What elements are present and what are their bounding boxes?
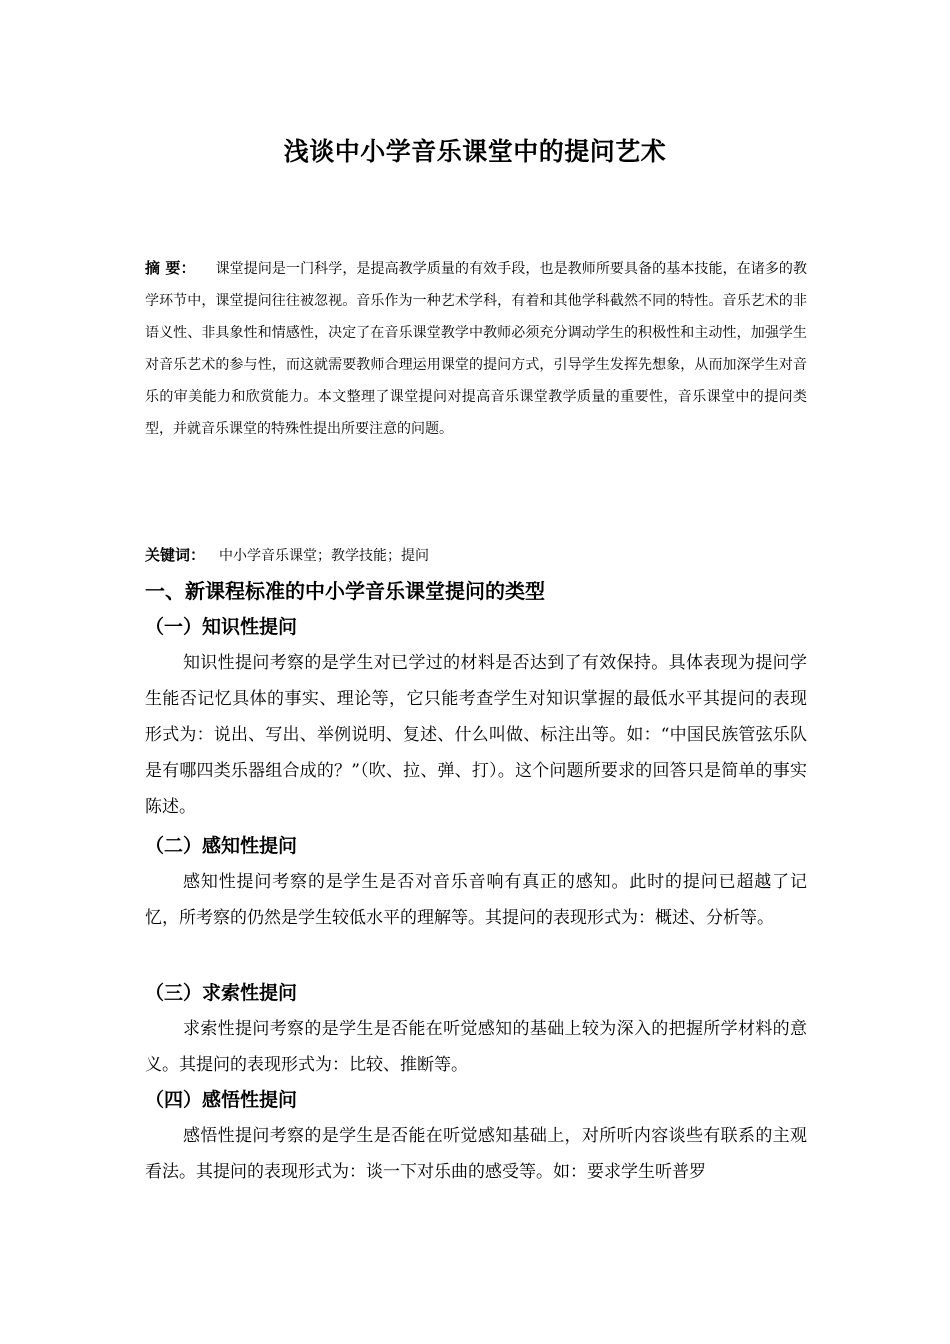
subsection-text-inquiry: 求索性提问考察的是学生是否能在听觉感知的基础上较为深入的把握所学材料的意义。其提问的表现形式为：比较、推断等。 — [145, 1019, 807, 1075]
subsection-heading-insight: （四）感悟性提问 — [145, 1089, 298, 1111]
subsection-text-perception: 感知性提问考察的是学生是否对音乐音响有真正的感知。此时的提问已超越了记忆，所考察的仍然是学生较低水平的理解等。其提问的表现形式为：概述、分析等。 — [145, 872, 807, 928]
subsection-text-knowledge: 知识性提问考察的是学生对已学过的材料是否达到了有效保持。具体表现为提问学生能否记忆具体的事实、理论等，它只能考查学生对知识掌握的最低水平其提问的表现形式为：说出、写出、举例说明、复述、什么叫做、标注出等。如：“中国民族管弦乐队是有哪四类乐器组合成的？”（吹、拉、弹、打）。这个问题所要求的回答只是简单的事实陈述。 — [145, 653, 807, 817]
document-title: 浅谈中小学音乐课堂中的提问艺术 — [283, 137, 667, 166]
abstract-label: 摘 要： — [145, 259, 196, 277]
keywords-label: 关键词： — [145, 546, 206, 564]
keywords — [145, 542, 807, 569]
subsection-text-insight: 感悟性提问考察的是学生是否能在听觉感知基础上，对所听内容谈些有联系的主观看法。其提问的表现形式为：谈一下对乐曲的感受等。如：要求学生听普罗 — [145, 1126, 807, 1182]
subsection-heading-perception: （二）感知性提问 — [145, 835, 298, 857]
subsection-heading-inquiry: （三）求索性提问 — [145, 982, 298, 1004]
abstract-text: 课堂提问是一门科学，是提高教学质量的有效手段，也是教师所要具备的基本技能，在诸多的教学环节中，课堂提问往往被忽视。音乐作为一种艺术学科，有着和其他学科截然不同的特性。音乐艺术的非语义性、非具象性和情感性，决定了在音乐课堂教学中教师必须充分调动学生的积极性和主动性，加强学生对音乐艺术的参与性，而这就需要教师合理运用课堂的提问方式，引导学生发挥先想象，从而加深学生对音乐的审美能力和欣赏能力。本文整理了课堂提问对提高音乐课堂教学质量的重要性，音乐课堂中的提问类型，并就音乐课堂的特殊性提出所要注意的问题。 — [145, 261, 807, 437]
abstract — [145, 252, 807, 445]
keywords-text: 中小学音乐课堂；教学技能；提问 — [219, 548, 430, 564]
section-heading: 一、新课程标准的中小学音乐课堂提问的类型 — [145, 579, 545, 603]
subsection-heading-knowledge: （一）知识性提问 — [145, 616, 298, 638]
